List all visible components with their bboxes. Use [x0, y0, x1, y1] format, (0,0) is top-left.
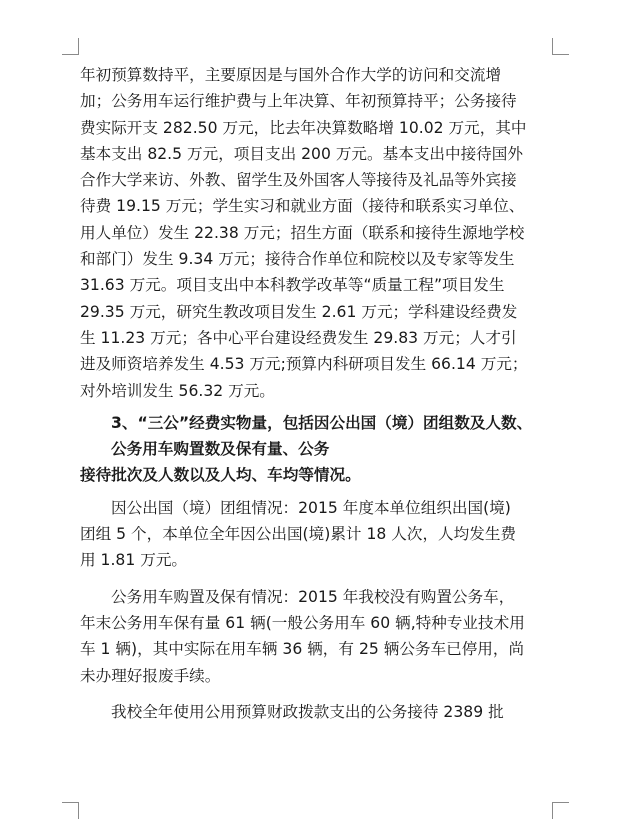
text-line: 基本支出 82.5 万元，项目支出 200 万元。基本支出中接待国外: [80, 144, 523, 163]
text-line: 31.63 万元。项目支出中本科教学改革等“质量工程”项目发生: [80, 276, 505, 295]
text-line: 我校全年使用公用预算财政拨款支出的公务接待 2389 批: [111, 702, 504, 721]
document-body: [80, 62, 558, 725]
text-line: 进及师资培养发生 4.53 万元;预算内科研项目发生 66.14 万元；: [80, 355, 528, 374]
section-heading: [80, 410, 558, 489]
text-line: 费实际开支 282.50 万元，比去年决算数略增 10.02 万元，其中: [80, 118, 527, 137]
crop-mark-bottom-left: [62, 802, 79, 819]
text-line: 公务用车购置及保有情况：2015 年我校没有购置公务车，: [111, 587, 515, 606]
text-line: 生 11.23 万元；各中心平台建设经费发生 29.83 万元；人才引: [80, 328, 517, 347]
text-line: 待费 19.15 万元；学生实习和就业方面（接待和联系实习单位、: [80, 197, 525, 216]
text-line: 团组 5 个，本单位全年因公出国(境)累计 18 人次，人均发生费: [80, 525, 517, 544]
heading-line: 公务用车购置数及保有量、公务: [111, 440, 330, 459]
text-line: 年初预算数持平，主要原因是与国外合作大学的访问和交流增: [80, 66, 502, 84]
text-line: 加；公务用车运行维护费与上年决算、年初预算持平；公务接待: [80, 92, 517, 111]
paragraph-vehicles: [80, 584, 558, 689]
crop-mark-bottom-right: [552, 802, 569, 819]
text-line: 未办理好报废手续。: [80, 666, 221, 685]
text-line: 车 1 辆)，其中实际在用车辆 36 辆，有 25 辆公务车已停用，尚: [80, 640, 525, 659]
heading-line: 3、“三公”经费实物量，包括因公出国（境）团组数及人数、: [111, 413, 533, 432]
text-line: 因公出国（境）团组情况：2015 年度本单位组织出国(境): [111, 498, 511, 517]
heading-line: 接待批次及人数以及人均、车均等情况。: [80, 466, 361, 485]
crop-mark-top-left: [62, 38, 79, 55]
crop-mark-top-right: [552, 38, 569, 55]
text-line: 用 1.81 万元。: [80, 551, 188, 570]
paragraph-expenses: [80, 62, 558, 404]
text-line: 合作大学来访、外教、留学生及外国客人等接待及礼品等外宾接: [80, 171, 517, 190]
text-line: 和部门）发生 9.34 万元；接待合作单位和院校以及专家等发生: [80, 250, 515, 269]
text-line: 29.35 万元，研究生教改项目发生 2.61 万元；学科建设经费发: [80, 302, 518, 321]
paragraph-reception: [80, 699, 558, 725]
text-line: 对外培训发生 56.32 万元。: [80, 381, 275, 400]
paragraph-overseas-trips: [80, 495, 558, 574]
text-line: 用人单位）发生 22.38 万元；招生方面（联系和接待生源地学校: [80, 223, 525, 242]
text-line: 年末公务用车保有量 61 辆(一般公务用车 60 辆,特种专业技术用: [80, 613, 525, 632]
